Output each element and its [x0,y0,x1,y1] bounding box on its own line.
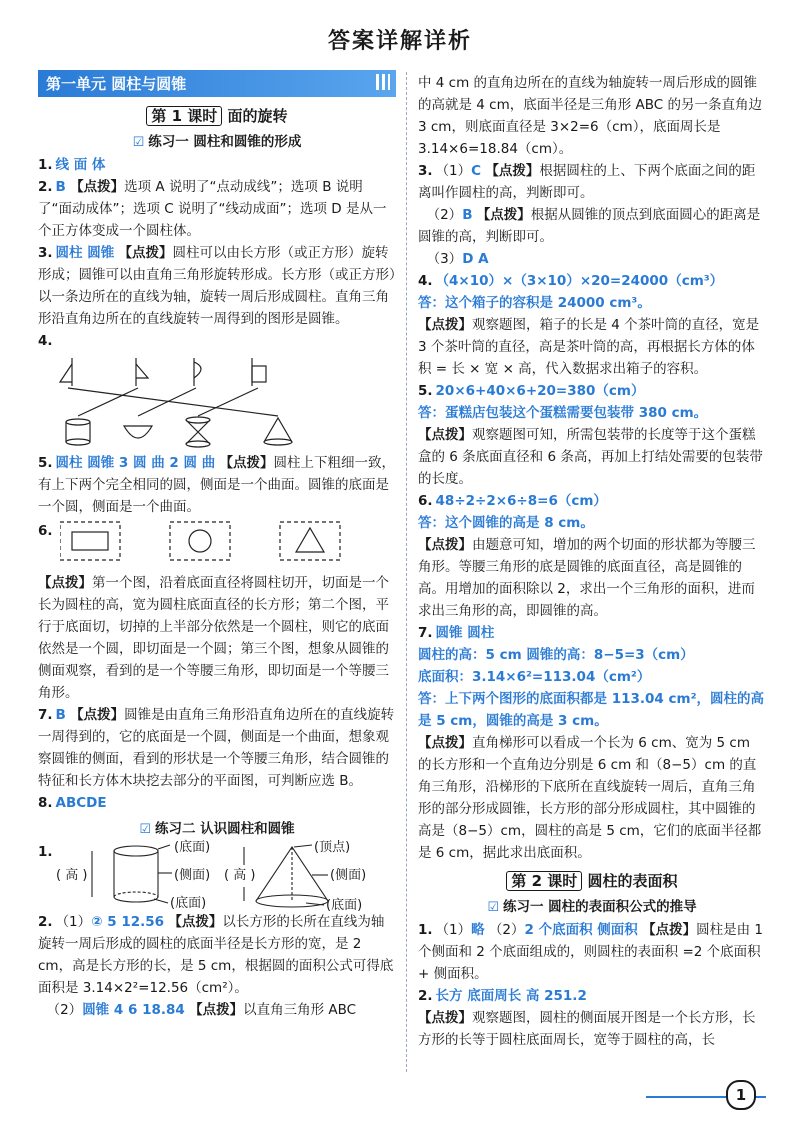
calc-line-2: 底面积：3.14×6²=113.04（cm²） [418,669,651,685]
q-answer: ② 5 12.56 [91,914,165,930]
label-base-top: (底面) [174,840,211,855]
lesson-2-heading [418,870,766,891]
tip-label: 【点拨】 [70,707,125,723]
q-number: 2. [38,914,53,930]
q-answer: D A [462,251,489,267]
tip-label: 【点拨】 [418,537,472,553]
tip-text: 圆锥是由直角三角形沿直角边所在的直线旋转一周得到的，它的底面是一个圆，侧面是一个曲面，想象观察圆锥的侧面，看到的形状是一个等腰三角形，结合圆锥的特征和长方体木块挖去部分的平面图，可判断应选 B。 [38,707,395,789]
practice-2-heading [38,817,396,837]
left-column [38,70,396,1092]
answer-q7 [38,704,396,792]
sub-lead: （2） [46,1002,83,1018]
q-number: 2. [418,988,433,1004]
answer-p2-q1 [38,841,396,911]
answer-q1 [38,154,396,176]
q-number: 5. [38,455,53,471]
answer-q5 [38,452,396,518]
answer-sentence: 答：蛋糕店包装这个蛋糕需要包装带 380 cm。 [418,405,708,421]
label-cone-base: (底面) [326,898,363,913]
q-number: 3. [418,163,433,179]
unit-banner: 第一单元 圆柱与圆锥 [38,70,396,97]
practice-1-heading [38,130,396,150]
tip-label: 【点拨】 [168,914,223,930]
lesson-2-tag: 第 2 课时 [506,871,582,891]
q-answer: 长方 底面周长 高 251.2 [435,988,587,1004]
answer-r-q3b [418,204,766,248]
cross-section-figures [38,520,396,570]
answer-p2-q2a [38,911,396,999]
q-answer-2: 2 个底面积 侧面积 [524,922,638,938]
calc-line-1: 圆柱的高：5 cm 圆锥的高：8−5=3（cm） [418,647,694,663]
q-answer: C [471,163,482,179]
answer-r-q5 [418,380,766,490]
label-side: (侧面) [174,868,211,883]
answer-r-q4 [418,270,766,380]
tip-label: 【点拨】 [476,207,531,223]
q-answer: 圆柱 圆锥 [55,245,115,261]
answer-s-q1 [418,919,766,985]
answer-p2-q2b [38,999,396,1021]
practice-3-label: 练习一 圆柱的表面积公式的推导 [502,899,697,915]
tip-label: 【点拨】 [418,735,472,751]
tip-text: 观察题图可知，所需包装带的长度等于这个蛋糕盒的 6 条底面直径和 6 条高，再加上打结处需要的包装带的长度。 [418,427,763,487]
tip-text: 选项 A 说明了“点动成线”；选项 B 说明了“面动成体”；选项 C 说明了“线动成面”；选项 D 是从一个正方体变成一个圆柱体。 [38,179,387,239]
answer-r-q3a [418,160,766,204]
tip-label: 【点拨】 [418,1010,472,1026]
checkbox-icon: ☑ [487,900,499,915]
checkbox-icon: ☑ [139,822,151,837]
q-number: 4. [418,273,433,289]
sub-lead: （2） [488,922,525,938]
q-answer: B [55,707,66,723]
tip-label: 【点拨】 [189,1002,244,1018]
q-answer: 线 面 体 [55,157,106,173]
tip-text: 圆柱可以由长方形（或正方形）旋转形成；圆锥可以由直角三角形旋转形成。长方形（或正方形）以一条边所在的直线为轴，旋转一周后形成圆柱。直角三角形沿直角边所在的直线旋转一周得到的图形是圆锥。 [38,245,396,327]
q-answer: 略 [471,922,485,938]
tip-label: 【点拨】 [219,455,274,471]
sub-lead: （1） [55,914,92,930]
q-number: 4. [38,333,53,349]
lesson-1-name: 面的旋转 [227,107,288,125]
answer-sentence: 答：这个箱子的容积是 24000 cm³。 [418,295,651,311]
rotation-matching-figure [38,356,338,448]
lesson-1-tag: 第 1 课时 [146,106,222,126]
tip-text: 直角梯形可以看成一个长为 6 cm、宽为 5 cm 的长方形和一个直角边分别是 6 cm 和（8−5）cm 的直角三角形，沿梯形的下底所在直线旋转一周后，直角三角形的部分形成圆锥，长方形的部分形成圆柱，其中圆锥的高是（8−5）cm，圆柱的高是 5 cm，它们的底面半径都是 6 cm，据此求出底面积。 [418,735,762,861]
tip-text: 根据从圆锥的顶点到底面圆心的距离是圆锥的高，判断即可。 [418,207,761,245]
answer-r-q3c [418,248,766,270]
q-number: 1. [38,844,53,860]
q-number: 3. [38,245,53,261]
answer-q4 [38,330,396,448]
q-answer: 圆锥 4 6 18.84 [82,1002,185,1018]
tip-label: 【点拨】 [118,245,173,261]
q-answer: 圆锥 圆柱 [435,625,495,641]
answer-q2 [38,176,396,242]
q-number: 1. [38,157,53,173]
sub-lead: （1） [435,163,472,179]
answer-sentence: 答：这个圆锥的高是 8 cm。 [418,515,594,531]
label-base-bottom: (底面) [170,896,207,911]
answer-q3 [38,242,396,330]
lesson-2-name: 圆柱的表面积 [587,872,678,890]
q-number: 6. [418,493,433,509]
lesson-1-heading [38,105,396,126]
q-number: 6. [38,523,53,539]
label-height: ( 高 ) [56,865,87,887]
label-cone-side: (侧面) [330,868,367,883]
tip-text: 圆柱上下粗细一致，有上下两个完全相同的圆，侧面是一个曲面。圆锥的底面是一个圆，侧面是一个曲面。 [38,455,396,515]
tip-text: 圆柱是由 1 个侧面和 2 个底面组成的，则圆柱的表面积 =2 个底面积 + 侧面积。 [418,922,763,982]
page-number: 1 [726,1080,756,1110]
tip-text: 观察题图，箱子的长是 4 个茶叶筒的直径，宽是 3 个茶叶筒的直径，高是茶叶筒的高，再根据长方体的体积 = 长 × 宽 × 高，代入数据求出箱子的容积。 [418,317,760,377]
answer-r-q6 [418,490,766,622]
q-number: 7. [418,625,433,641]
sub-lead: （1） [435,922,472,938]
sub-lead: （3） [426,251,463,267]
answer-q8 [38,792,396,814]
label-cone-height: ( 高 ) [224,865,255,887]
q-number: 1. [418,922,433,938]
q-answer: B [462,207,473,223]
answer-r-q7 [418,622,766,864]
continued-text: 中 4 cm 的直角边所在的直线为轴旋转一周后形成的圆锥的高就是 4 cm，底面半径是三角形 ABC 的另一条直角边 3 cm，则底面直径是 3×2=6（cm），底面周长是 3.14×6=18.84（cm）。 [418,75,763,157]
q-number: 8. [38,795,53,811]
sub-lead: （2） [426,207,463,223]
tip-label: 【点拨】 [70,179,125,195]
practice-1-label: 练习一 圆柱和圆锥的形成 [148,134,302,150]
tip-text: 根据圆柱的上、下两个底面之间的距离叫作圆柱的高，判断即可。 [418,163,756,201]
tip-text: 第一个图，沿着底面直径将圆柱切开，切面是一个长为圆柱的高，宽为圆柱底面直径的长方形；第二个图，平行于底面切，切掉的上半部分依然是一个圆柱，则它的底面依然是一个圆，即切面是一个圆；第三个图，想象从圆锥的侧面观察，看到的是一个等腰三角形，即切面是一个等腰三角形。 [38,575,389,701]
tip-label: 【点拨】 [485,163,540,179]
right-column [418,72,766,1092]
practice-2-label: 练习二 认识圆柱和圆锥 [154,821,295,837]
tip-label: 【点拨】 [418,427,472,443]
q-number: 2. [38,179,53,195]
answer-s-q2 [418,985,766,1051]
q-number: 7. [38,707,53,723]
q-answer: 圆柱 圆锥 3 圆 曲 2 圆 曲 [55,455,216,471]
equation: 20×6+40×6+20=380（cm） [435,383,645,399]
equation: （4×10）×（3×10）×20=24000（cm³） [435,273,724,289]
answer-q6 [38,520,396,704]
tip-label: 【点拨】 [642,922,697,938]
q6-tip [38,572,396,704]
matching-diagram [38,356,396,448]
tip-label: 【点拨】 [418,317,472,333]
checkbox-icon: ☑ [132,135,145,150]
label-apex: (顶点) [314,840,351,855]
q-answer: ABCDE [55,795,107,811]
tip-text: 以长方形的长所在直线为轴旋转一周后形成的圆柱的底面半径是长方形的宽，是 2 cm，高是长方形的长，是 5 cm，根据圆的面积公式可得底面积是 3.14×2²=12.56（cm²）。 [38,914,394,996]
q-number: 5. [418,383,433,399]
tip-label: 【点拨】 [38,575,92,591]
answer-sentence: 答：上下两个图形的底面积都是 113.04 cm²，圆柱的高是 5 cm，圆锥的高是 3 cm。 [418,691,764,729]
practice-3-heading [418,895,766,915]
cross-section-diagram [60,520,360,564]
column-divider [406,72,407,1072]
tip-text: 以直角三角形 ABC [243,1002,357,1018]
tip-text: 观察题图，圆柱的侧面展开图是一个长方形，长方形的长等于圆柱底面周长，宽等于圆柱的高，长 [418,1010,756,1048]
tip-text: 由题意可知，增加的两个切面的形状都为等腰三角形。等腰三角形的底是圆锥的底面直径，高是圆锥的高。用增加的面积除以 2，求出一个三角形的面积，进而求出三角形的高，即圆锥的高。 [418,537,756,619]
q-answer: B [55,179,66,195]
equation: 48÷2÷2×6÷8=6（cm） [435,493,607,509]
page-title: 答案详解详析 [327,29,472,54]
